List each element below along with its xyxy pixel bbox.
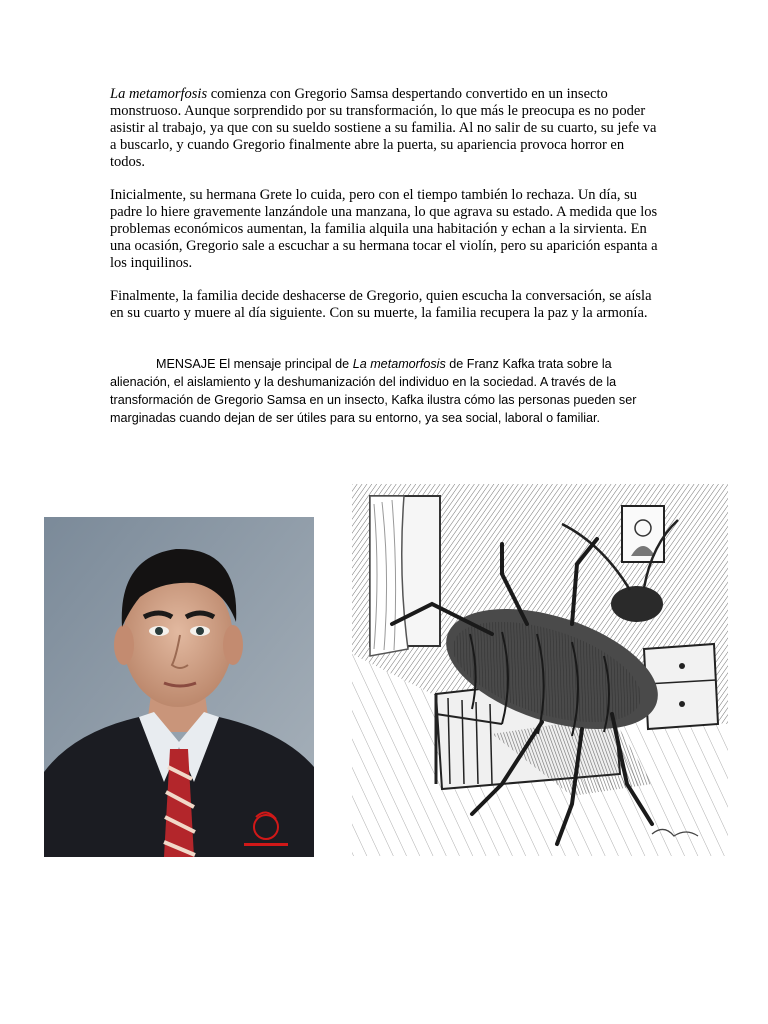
book-title-italic: La metamorfosis: [352, 357, 446, 371]
author-portrait-image: [44, 517, 314, 857]
insect-drawing-icon: [352, 484, 728, 856]
message-text: de Franz Kafka trata sobre la alienación, el aislamiento y la deshumanización del individuo en la sociedad. A través de la transformación de Gregorio Samsa en un insecto, Kafka ilustra cómo las personas pueden ser marginadas cuando dejan de ser útiles para su entorno, ya sea social, laboral o familiar.: [110, 357, 637, 425]
book-title-italic: La metamorfosis: [110, 86, 208, 102]
summary-paragraph-3: Finalmente, la familia decide deshacerse de Gregorio, quien escucha la conversación, se aísla en su cuarto y muere al día siguiente. Con su muerte, la familia recupera la paz y la armonía.: [110, 288, 652, 321]
insect-bedroom-illustration: [352, 484, 728, 856]
paragraph-text: comienza con Gregorio Samsa despertando convertido en un insecto monstruoso. Aunque sorprendido por su transformación, lo que más le preocupa es no poder asistir al trabajo, ya que con su sueldo sostiene a su familia. Al no salir de su cuarto, su jefe va a buscarlo, y cuando Gregorio finalmente abre la puerta, su apariencia provoca horror en todos.: [110, 86, 657, 170]
message-paragraph: [110, 355, 650, 427]
message-lead: MENSAJE El mensaje principal de: [156, 357, 353, 371]
summary-paragraph-1: [110, 86, 658, 171]
summary-paragraph-2: Inicialmente, su hermana Grete lo cuida, pero con el tiempo también lo rechaza. Un día, su padre lo hiere gravemente lanzándole una manzana, lo que agrava su estado. A medida que los problemas económicos aumentan, la familia alquila una habitación y echan a la sirvienta. En una ocasión, Gregorio sale a escuchar a su hermana tocar el violín, pero su aparición espanta a los inquilinos.: [110, 187, 658, 271]
portrait-photo-icon: [44, 517, 314, 857]
